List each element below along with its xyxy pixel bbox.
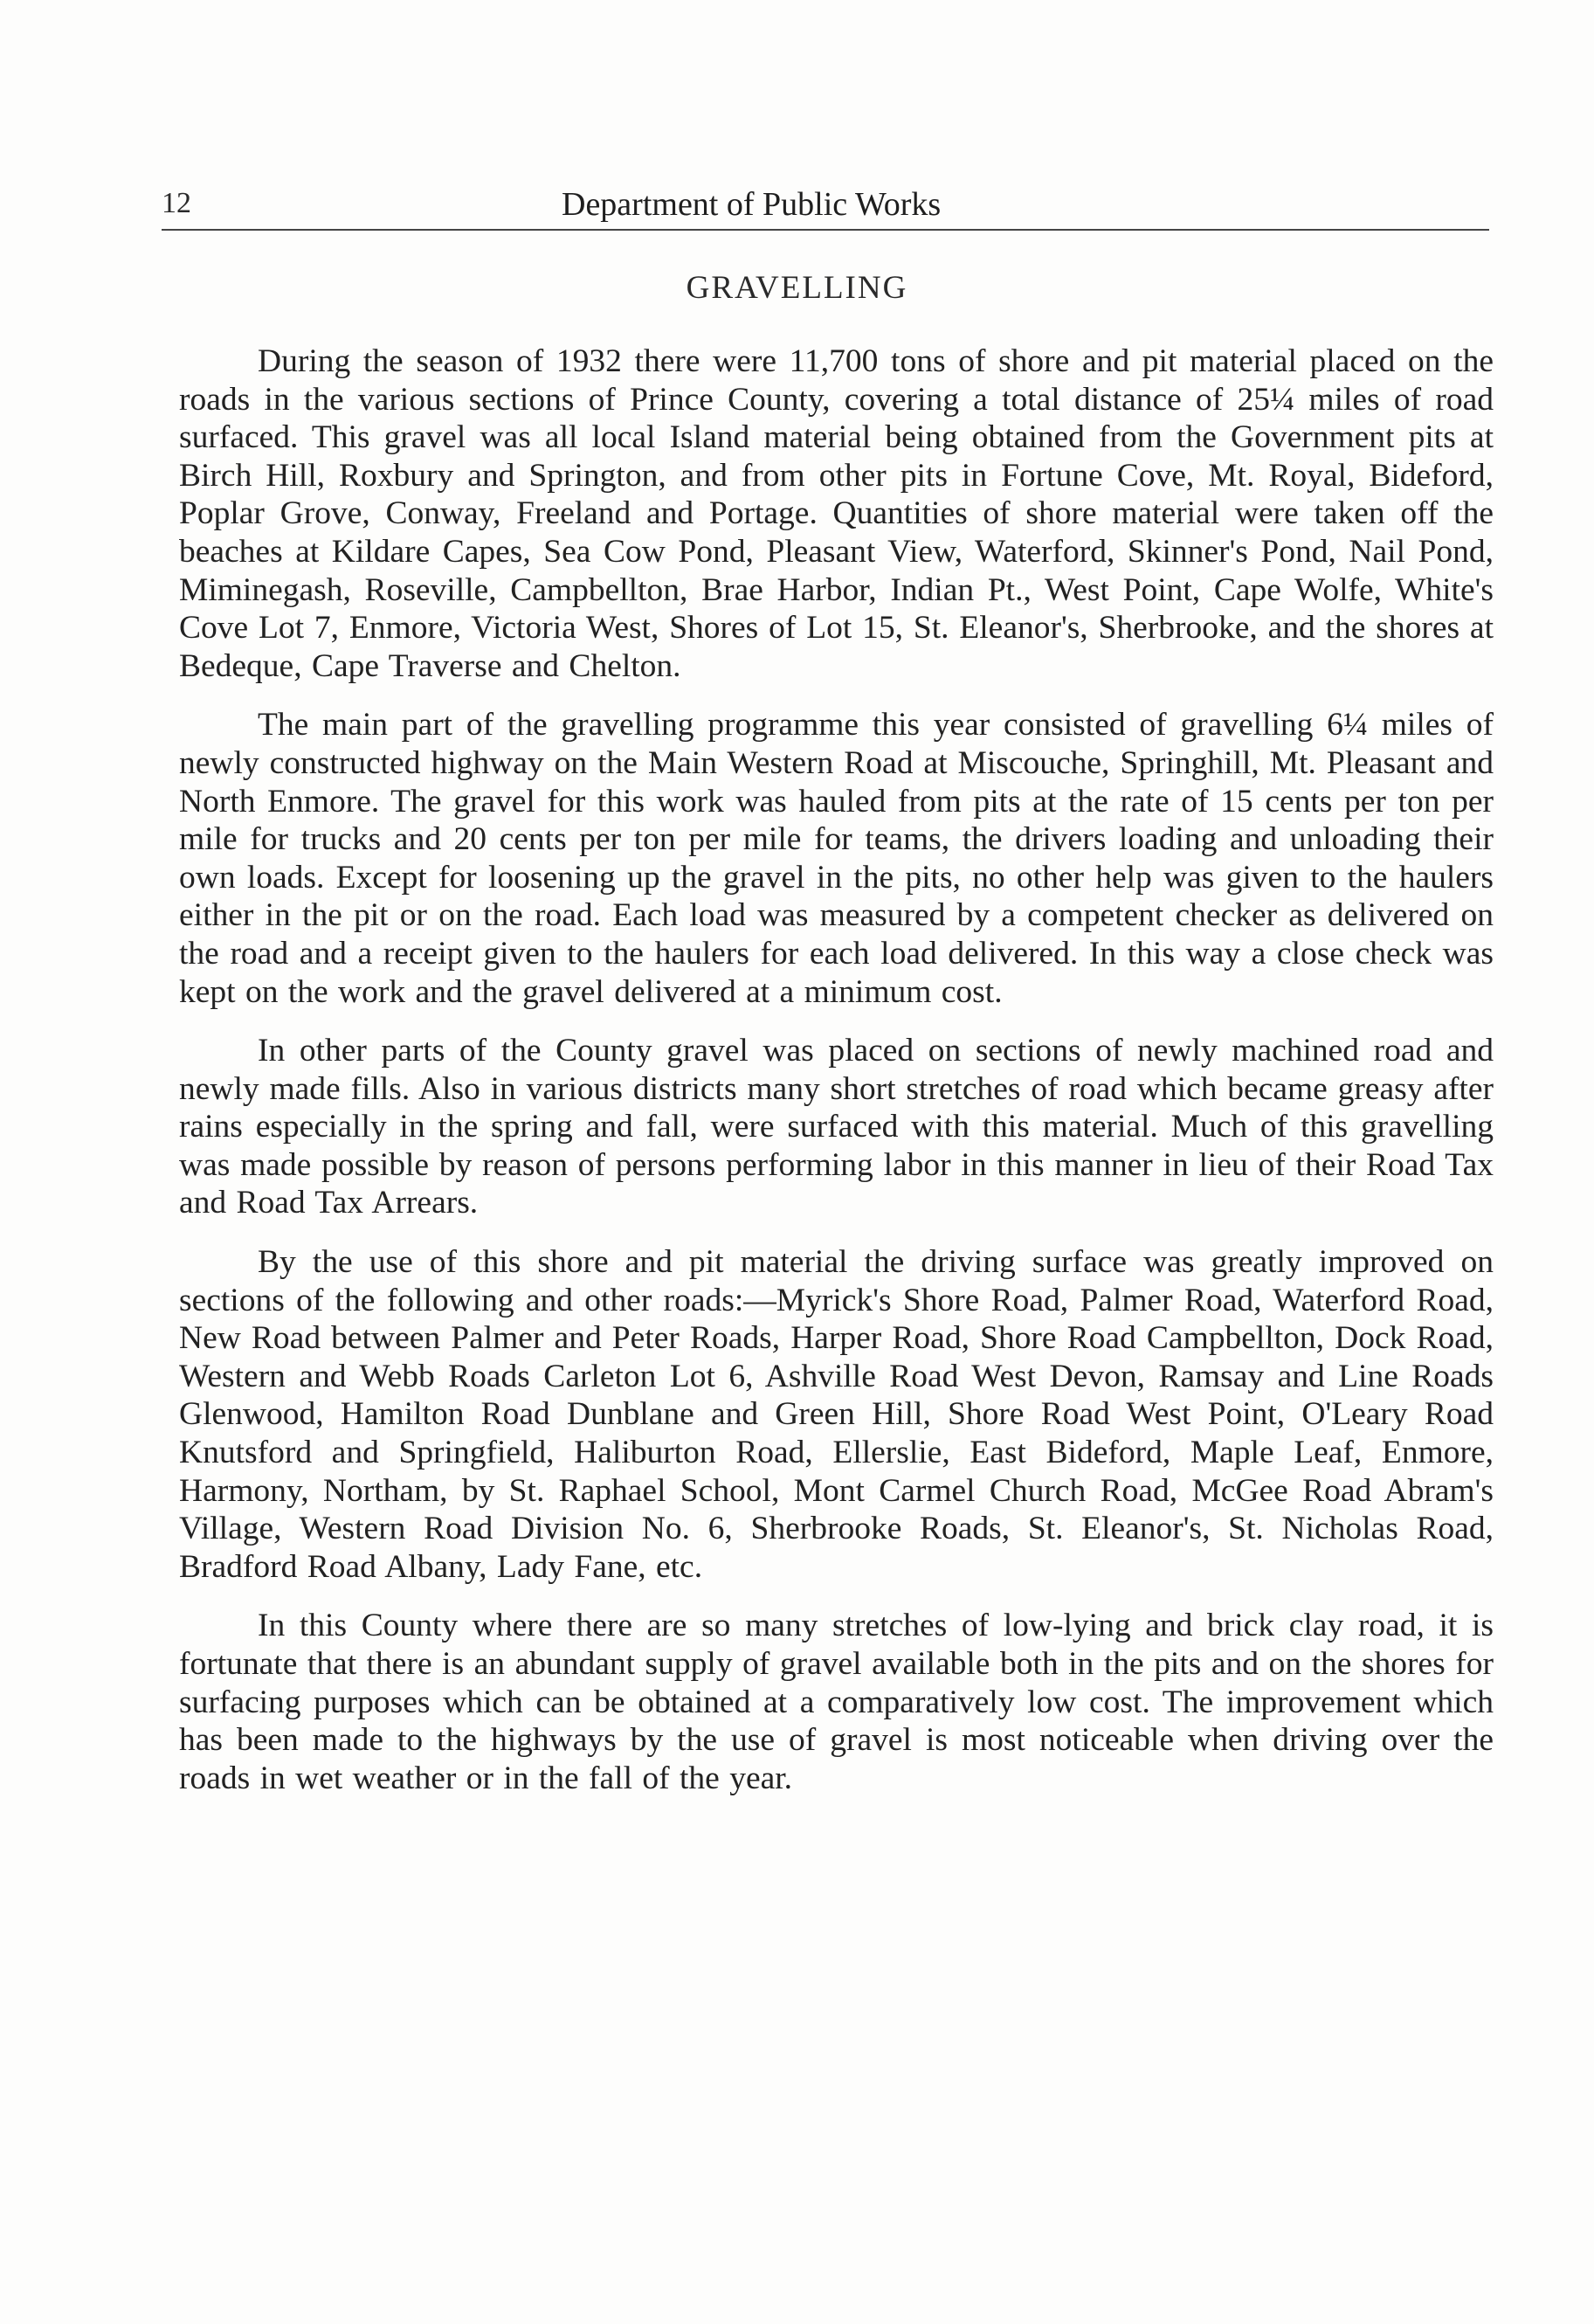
section-title: GRAVELLING xyxy=(686,270,908,306)
body-text xyxy=(179,342,1494,1818)
header-title: Department of Public Works xyxy=(562,186,942,223)
paragraph-5: In this County where there are so many stretches of low-lying and brick clay road, it is fortunate that there is an abundant supply of gravel available both in the pits and on the shores for surfacing purposes which can be obtained at a comparatively low cost. The improvement which has been made to the highways by the use of gravel is most noticeable when driving over the roads in wet weather or in the fall of the year. xyxy=(179,1608,1494,1796)
page-number: 12 xyxy=(162,187,191,219)
paragraph-1: During the season of 1932 there were 11,700 tons of shore and pit material placed on the roads in the various sections of Prince County, covering a total distance of 25¼ miles of road surfaced. This gravel was all local Island material being obtained from the Government pits at Birch Hill, Roxbury and Springton, and from other pits in Fortune Cove, Mt. Royal, Bideford, Poplar Grove, Conway, Freeland and Portage. Quantities of shore material were taken off the beaches at Kildare Capes, Sea Cow Pond, Pleasant View, Waterford, Skinner's Pond, Nail Pond, Miminegash, Roseville, Campbellton, Brae Harbor, Indian Pt., West Point, Cape Wolfe, White's Cove Lot 7, Enmore, Victoria West, Shores of Lot 15, St. Eleanor's, Sherbrooke, and the shores at Bedeque, Cape Traverse and Chelton. xyxy=(179,343,1494,684)
paragraph-3: In other parts of the County gravel was placed on sections of newly machined road and newly made fills. Also in various districts many short stretches of road which became greasy after rains especially in the spring and fall, were surfaced with this material. Much of this gravelling was made possible by reason of persons performing labor in this manner in lieu of their Road Tax and Road Tax Arrears. xyxy=(179,1033,1494,1221)
paragraph-2: The main part of the gravelling programme this year consisted of gravelling 6¼ miles of newly constructed highway on the Main Western Road at Miscouche, Springhill, Mt. Pleasant and North Enmore. The gravel for this work was hauled from pits at the rate of 15 cents per ton per mile for trucks and 20 cents per ton per mile for teams, the drivers loading and unloading their own loads. Except for loosening up the gravel in the pits, no other help was given to the haulers either in the pit or on the road. Each load was measured by a competent checker as delivered on the road and a receipt given to the haulers for each load delivered. In this way a close check was kept on the work and the gravel delivered at a minimum cost. xyxy=(179,707,1494,1010)
running-header xyxy=(162,182,1489,234)
header-rule xyxy=(162,229,1489,231)
paragraph-4: By the use of this shore and pit material the driving surface was greatly improved on sections of the following and other roads:—Myrick's Shore Road, Palmer Road, Waterford Road, New Road between Palmer and Peter Roads, Harper Road, Shore Road Campbellton, Dock Road, Western and Webb Roads Carleton Lot 6, Ashville Road West Devon, Ramsay and Line Roads Glenwood, Hamilton Road Dunblane and Green Hill, Shore Road West Point, O'Leary Road Knutsford and Springfield, Haliburton Road, Ellerslie, East Bideford, Maple Leaf, Enmore, Harmony, Northam, by St. Raphael School, Mont Carmel Church Road, McGee Road Abram's Village, Western Road Division No. 6, Sherbrooke Roads, St. Eleanor's, St. Nicholas Road, Bradford Road Albany, Lady Fane, etc. xyxy=(179,1244,1494,1585)
